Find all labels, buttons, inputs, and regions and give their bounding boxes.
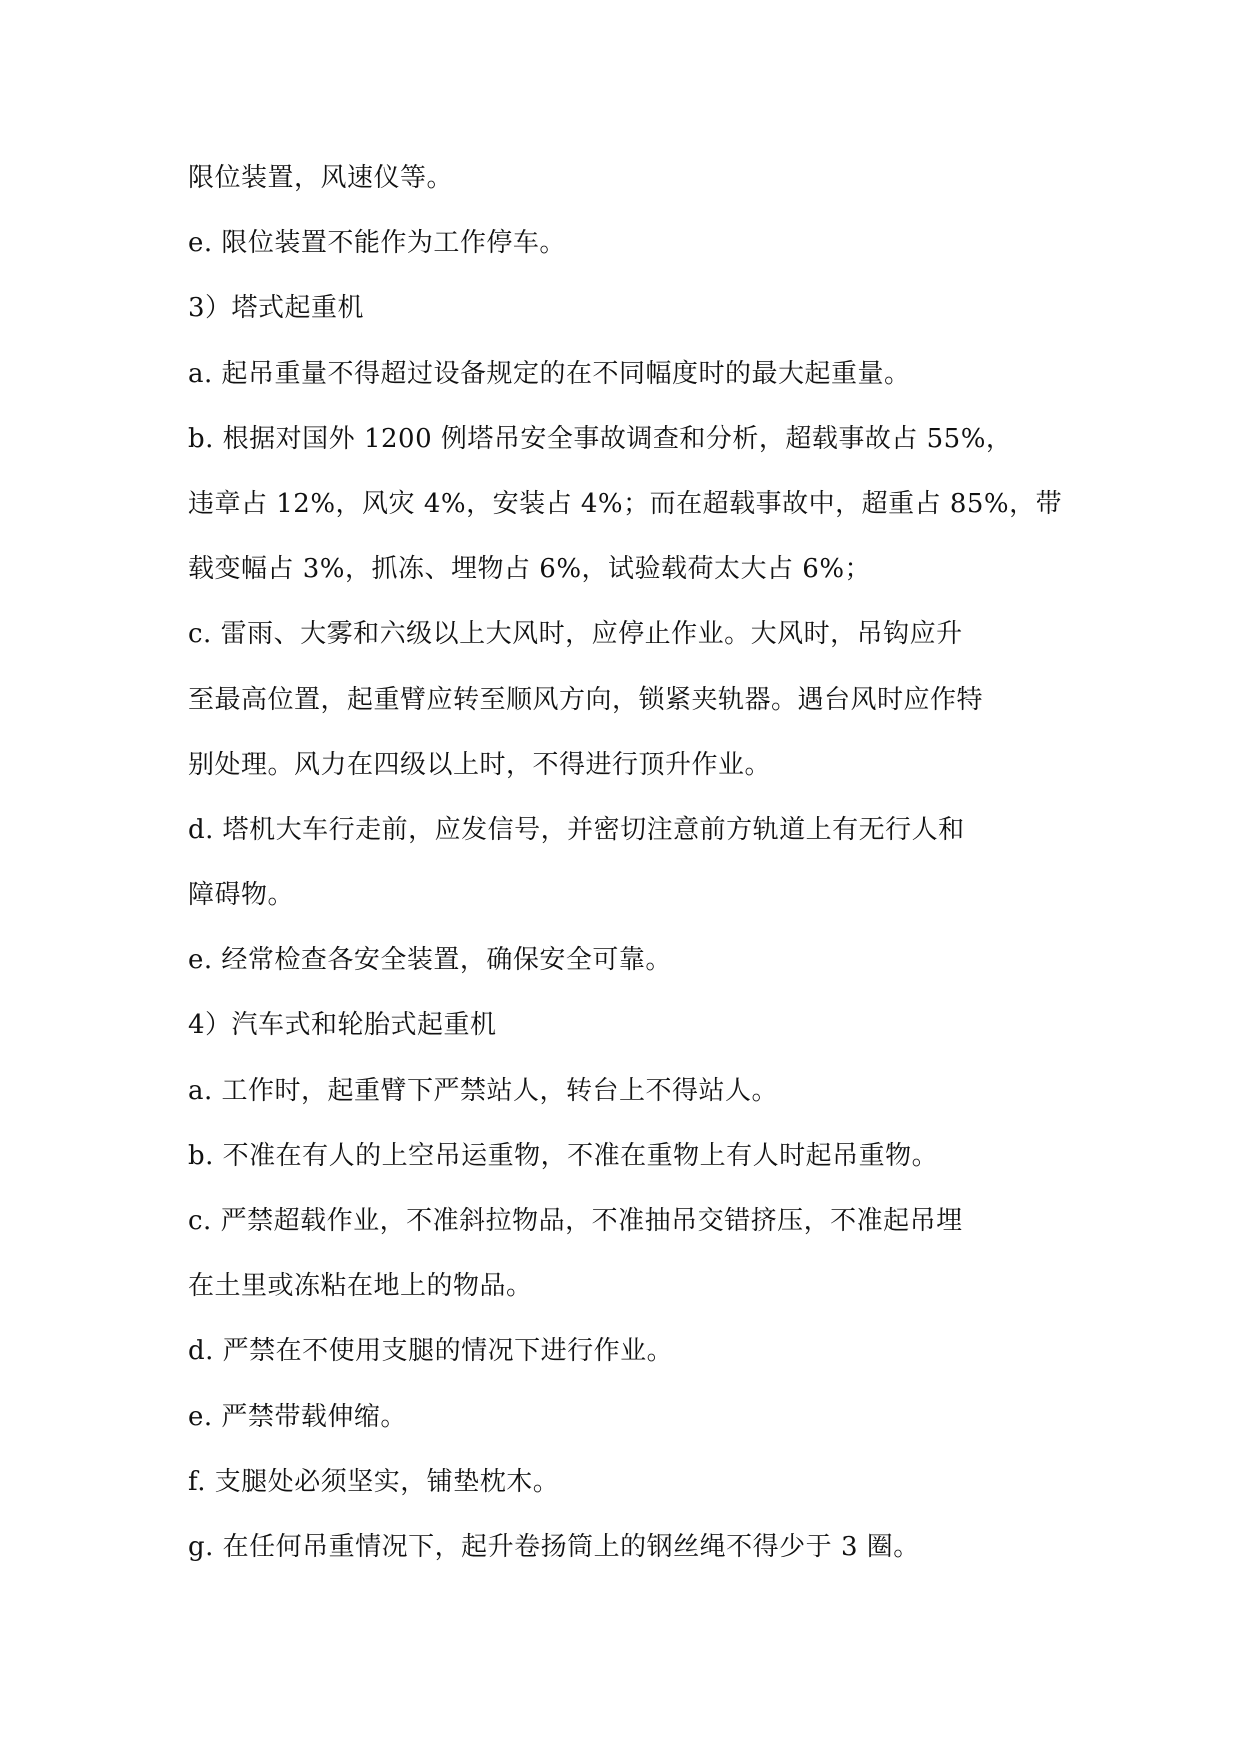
text-line: f. 支腿处必须坚实，铺垫枕木。 (188, 1466, 560, 1497)
text-line: 至最高位置，起重臂应转至顺风方向，锁紧夹轨器。遇台风时应作特 (188, 684, 984, 715)
text-line: e. 限位装置不能作为工作停车。 (188, 228, 566, 259)
document-body (188, 158, 1063, 1592)
text-line: b. 根据对国外 1200 例塔吊安全事故调查和分析，超载事故占 55%， (188, 423, 1013, 454)
text-line: a. 起吊重量不得超过设备规定的在不同幅度时的最大起重量。 (188, 358, 911, 389)
text-line: a. 工作时，起重臂下严禁站人，转台上不得站人。 (188, 1075, 779, 1106)
text-line: e. 严禁带载伸缩。 (188, 1401, 407, 1432)
text-line: d. 塔机大车行走前，应发信号，并密切注意前方轨道上有无行人和 (188, 814, 965, 845)
text-line: b. 不准在有人的上空吊运重物，不准在重物上有人时起吊重物。 (188, 1140, 939, 1171)
text-line: d. 严禁在不使用支腿的情况下进行作业。 (188, 1336, 674, 1367)
text-line: c. 严禁超载作业，不准斜拉物品，不准抽吊交错挤压，不准起吊埋 (188, 1206, 963, 1236)
text-line: 违章占 12%，风灾 4%，安装占 4%；而在超载事故中，超重占 85%，带 (188, 488, 1063, 519)
section-heading: 3）塔式起重机 (188, 293, 365, 324)
text-line: 限位装置，风速仪等。 (188, 163, 454, 193)
text-line: 障碍物。 (188, 880, 295, 911)
section-heading: 4）汽车式和轮胎式起重机 (188, 1010, 497, 1041)
text-line: 载变幅占 3%，抓冻、埋物占 6%，试验载荷太大占 6%； (188, 554, 872, 585)
text-line: 在土里或冻粘在地上的物品。 (188, 1271, 533, 1302)
text-line: g. 在任何吊重情况下，起升卷扬筒上的钢丝绳不得少于 3 圈。 (188, 1531, 920, 1562)
text-line: 别处理。风力在四级以上时，不得进行顶升作业。 (188, 749, 772, 780)
text-line: e. 经常检查各安全装置，确保安全可靠。 (188, 945, 672, 976)
text-line: c. 雷雨、大雾和六级以上大风时，应停止作业。大风时，吊钩应升 (188, 619, 963, 650)
